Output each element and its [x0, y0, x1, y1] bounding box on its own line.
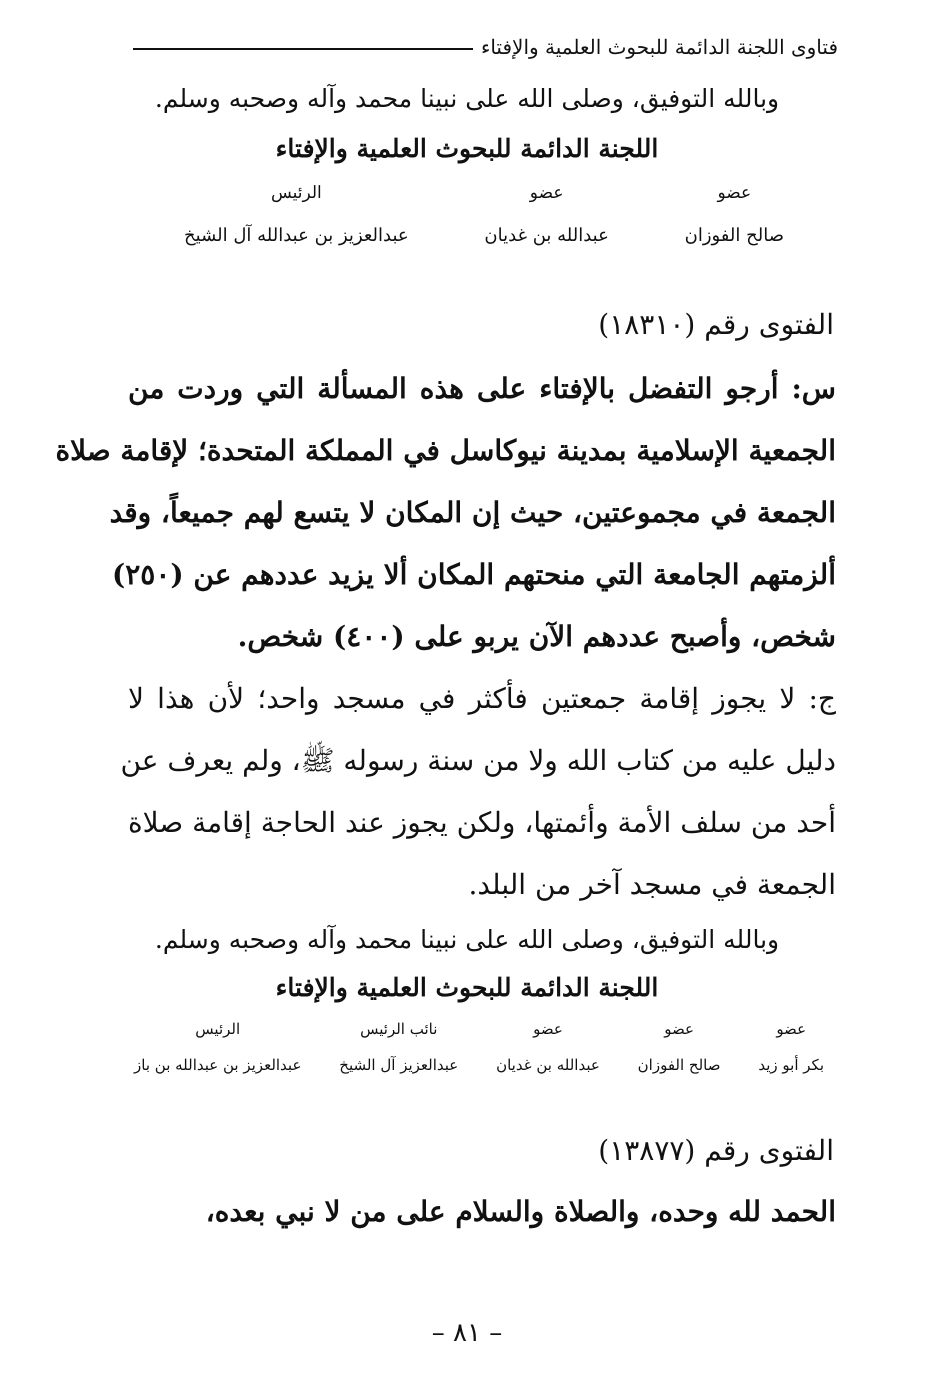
signature-name: صالح الفوزان — [684, 225, 784, 246]
signature-2-member-b — [638, 1020, 721, 1074]
signature-name: صالح الفوزان — [637, 1056, 721, 1074]
signature-role: عضو — [776, 1020, 807, 1038]
answer-line-2: دليل عليه من كتاب الله ولا من سنة رسوله ﷺ، ولم يعرف عن — [120, 744, 836, 777]
fatwa-2-opening-line: الحمد لله وحده، والصلاة والسلام على من لا نبي بعده، — [205, 1195, 836, 1228]
signature-1-president — [184, 183, 409, 246]
signature-role: عضو — [664, 1020, 694, 1038]
question-line-1: س: أرجو التفضل بالإفتاء على هذه المسألة التي وردت من — [128, 372, 836, 405]
signature-1-member-b — [484, 183, 608, 246]
signature-name: عبدالعزيز بن عبدالله آل الشيخ — [184, 225, 409, 246]
header-rule — [133, 48, 473, 50]
signature-2-member-a — [758, 1020, 824, 1074]
signature-2-member-c — [496, 1020, 600, 1074]
signature-role: عضو — [529, 183, 564, 203]
question-line-3: الجمعة في مجموعتين، حيث إن المكان لا يتسع لهم جميعاً، وقد — [109, 496, 836, 529]
running-header-title: فتاوى اللجنة الدائمة للبحوث العلمية والإفتاء — [480, 35, 838, 59]
signature-2-vice-president — [339, 1020, 458, 1074]
committee-name-2: اللجنة الدائمة للبحوث العلمية والإفتاء — [275, 973, 659, 1002]
signature-role: عضو — [533, 1020, 563, 1038]
signature-name: عبدالعزيز بن عبدالله بن باز — [134, 1056, 302, 1074]
answer-line-3: أحد من سلف الأمة وأئمتها، ولكن يجوز عند الحاجة إقامة صلاة — [128, 806, 836, 839]
answer-line-4: الجمعة في مسجد آخر من البلد. — [468, 868, 836, 901]
answer-line-1: ج: لا يجوز إقامة جمعتين فأكثر في مسجد واحد؛ لأن هذا لا — [128, 682, 836, 715]
signature-2-president — [134, 1020, 301, 1074]
signature-role: الرئيس — [270, 183, 322, 203]
closing-formula-1: وبالله التوفيق، وصلى الله على نبينا محمد وآله وصحبه وسلم. — [154, 84, 780, 113]
signature-role: عضو — [717, 183, 752, 203]
question-line-2: الجمعية الإسلامية بمدينة نيوكاسل في المملكة المتحدة؛ لإقامة صلاة — [55, 434, 836, 467]
question-line-5: شخص، وأصبح عددهم الآن يربو على (٤٠٠) شخص. — [237, 620, 836, 653]
signature-name: بكر أبو زيد — [758, 1056, 824, 1074]
fatwa-number-1: الفتوى رقم (١٨٣١٠) — [598, 308, 834, 341]
committee-name-1: اللجنة الدائمة للبحوث العلمية والإفتاء — [275, 134, 659, 163]
signature-block-2 — [134, 1020, 824, 1074]
signature-role: نائب الرئيس — [360, 1020, 438, 1038]
signature-block-1 — [184, 183, 784, 246]
page-number: – ٨١ – — [431, 1318, 503, 1348]
signature-name: عبدالله بن غديان — [496, 1056, 600, 1074]
question-line-4: ألزمتهم الجامعة التي منحتهم المكان ألا يزيد عددهم عن (٢٥٠) — [112, 558, 836, 591]
running-header — [133, 30, 838, 64]
signature-role: الرئيس — [195, 1020, 241, 1038]
signature-1-member-a — [685, 183, 784, 246]
closing-formula-2: وبالله التوفيق، وصلى الله على نبينا محمد وآله وصحبه وسلم. — [154, 925, 780, 954]
fatwa-number-2: الفتوى رقم (١٣٨٧٧) — [598, 1134, 834, 1167]
signature-name: عبدالعزيز آل الشيخ — [339, 1056, 459, 1074]
signature-name: عبدالله بن غديان — [484, 225, 609, 246]
